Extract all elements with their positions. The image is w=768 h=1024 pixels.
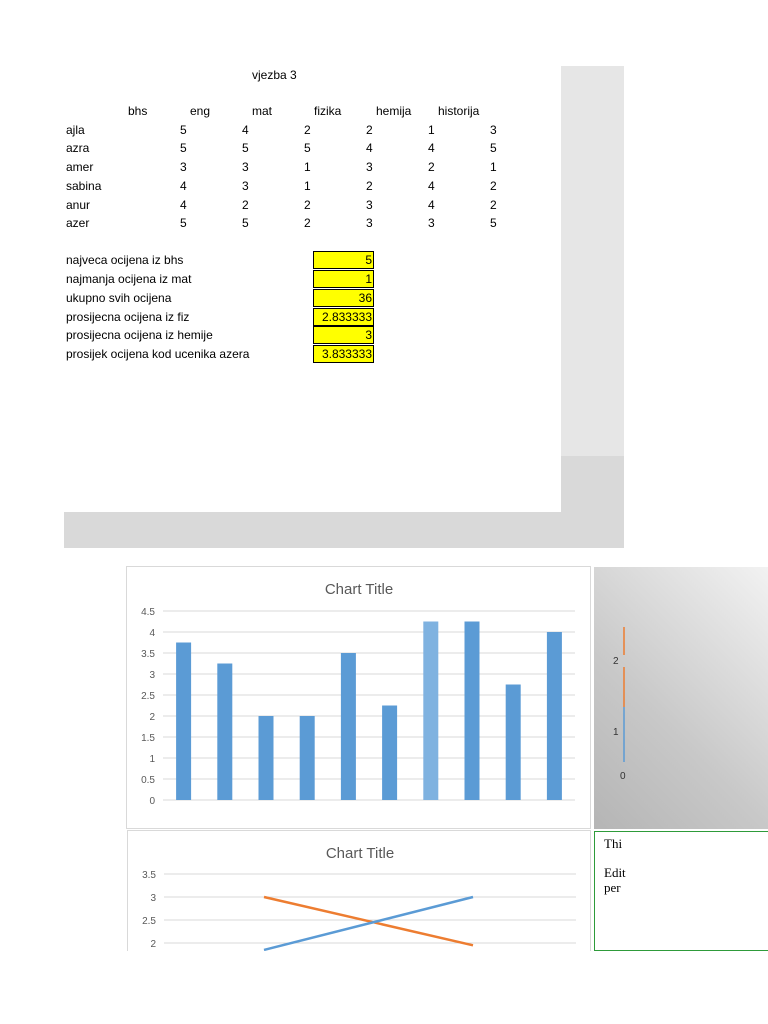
line-chart-container[interactable]	[127, 830, 591, 952]
grade-cell: 5	[490, 141, 497, 155]
bar	[259, 716, 274, 800]
text-box-line: Thi	[604, 836, 623, 851]
stat-label: najmanja ocijena iz mat	[66, 272, 192, 286]
grade-cell: 2	[490, 198, 497, 212]
sheet-gray-area-right	[561, 66, 624, 456]
stat-label: prosijek ocijena kod ucenika azera	[66, 347, 250, 361]
y-tick-label: 2.5	[142, 916, 156, 927]
clipped-chart-container[interactable]	[594, 567, 768, 829]
student-name: azra	[66, 141, 90, 155]
sheet-gray-area-corner	[561, 456, 624, 512]
student-name: azer	[66, 216, 90, 230]
text-box[interactable]	[594, 831, 768, 951]
grade-cell: 4	[180, 179, 187, 193]
y-tick-label: 3.5	[141, 649, 155, 660]
chart-title: Chart Title	[324, 581, 394, 598]
y-tick-label: 2	[150, 939, 156, 950]
grade-cell: 4	[428, 198, 435, 212]
line-chart	[128, 831, 591, 952]
grade-cell: 4	[242, 123, 249, 137]
y-tick-label: 4.5	[141, 607, 155, 618]
col-header-eng: eng	[190, 104, 211, 118]
col-header-historija: historija	[438, 104, 480, 118]
grade-cell: 1	[304, 179, 311, 193]
grade-cell: 2	[304, 123, 311, 137]
grade-cell: 5	[180, 141, 187, 155]
col-header-hemija: hemija	[376, 104, 412, 118]
grade-cell: 5	[180, 216, 187, 230]
grade-cell: 2	[304, 216, 311, 230]
y-tick-label: 4	[149, 628, 155, 639]
stat-label: ukupno svih ocijena	[66, 291, 172, 305]
grade-cell: 2	[304, 198, 311, 212]
grade-cell: 5	[304, 141, 311, 155]
bar	[423, 622, 438, 801]
grade-cell: 3	[366, 160, 373, 174]
y-tick-label: 0.5	[141, 775, 155, 786]
y-tick-label: 3	[150, 893, 156, 904]
bar	[547, 632, 562, 800]
grade-cell: 2	[242, 198, 249, 212]
grade-cell: 5	[490, 216, 497, 230]
y-tick-label: 2.5	[141, 691, 155, 702]
grade-cell: 3	[180, 160, 187, 174]
bar-chart	[127, 567, 591, 829]
y-tick-label: 3.5	[142, 870, 156, 881]
col-header-mat: mat	[252, 104, 273, 118]
stat-value[interactable]: 5	[313, 251, 374, 269]
bar-chart-container[interactable]	[126, 566, 591, 829]
bar	[465, 622, 480, 801]
y-tick-label: 1.5	[141, 733, 155, 744]
stat-value[interactable]: 2.833333	[313, 308, 374, 326]
grade-cell: 3	[490, 123, 497, 137]
col-header-bhs: bhs	[128, 104, 148, 118]
grade-cell: 4	[428, 141, 435, 155]
clipped-tick: 0	[620, 771, 626, 782]
bar	[341, 653, 356, 800]
y-tick-label: 2	[149, 712, 155, 723]
stat-label: prosijecna ocijena iz fiz	[66, 310, 190, 324]
bar	[217, 664, 232, 801]
bar	[382, 706, 397, 801]
stat-value[interactable]: 36	[313, 289, 374, 307]
stat-value[interactable]: 3.833333	[313, 345, 374, 363]
grade-cell: 4	[366, 141, 373, 155]
grade-cell: 2	[490, 179, 497, 193]
clipped-tick: 2	[613, 656, 619, 667]
grade-cell: 3	[366, 198, 373, 212]
grade-cell: 4	[428, 179, 435, 193]
grade-cell: 2	[428, 160, 435, 174]
grade-cell: 1	[304, 160, 311, 174]
grade-cell: 4	[180, 198, 187, 212]
col-header-fizika: fizika	[314, 104, 342, 118]
text-box-line: Edit	[604, 865, 626, 880]
grade-cell: 3	[366, 216, 373, 230]
sheet-gray-area-bottom	[64, 512, 624, 548]
grade-cell: 5	[242, 141, 249, 155]
sheet-title: vjezba 3	[252, 68, 297, 82]
bar	[300, 716, 315, 800]
grade-cell: 2	[366, 123, 373, 137]
grade-cell: 1	[428, 123, 435, 137]
stat-value[interactable]: 3	[313, 326, 374, 344]
bar	[176, 643, 191, 801]
grade-cell: 2	[366, 179, 373, 193]
bar	[506, 685, 521, 801]
student-name: sabina	[66, 179, 102, 193]
student-name: ajla	[66, 123, 85, 137]
grade-cell: 5	[180, 123, 187, 137]
y-tick-label: 0	[149, 796, 155, 807]
stat-value[interactable]: 1	[313, 270, 374, 288]
text-box-line: per	[604, 880, 621, 895]
clipped-tick: 1	[613, 727, 619, 738]
stat-label: prosijecna ocijena iz hemije	[66, 328, 213, 342]
grade-cell: 1	[490, 160, 497, 174]
page-bottom	[0, 951, 768, 1024]
grade-cell: 3	[242, 179, 249, 193]
y-tick-label: 1	[149, 754, 155, 765]
grade-cell: 3	[428, 216, 435, 230]
student-name: anur	[66, 198, 91, 212]
y-tick-label: 3	[149, 670, 155, 681]
chart-title: Chart Title	[325, 845, 395, 862]
grade-cell: 5	[242, 216, 249, 230]
grade-cell: 3	[242, 160, 249, 174]
stat-label: najveca ocijena iz bhs	[66, 253, 184, 267]
student-name: amer	[66, 160, 94, 174]
clipped-chart	[594, 567, 768, 829]
